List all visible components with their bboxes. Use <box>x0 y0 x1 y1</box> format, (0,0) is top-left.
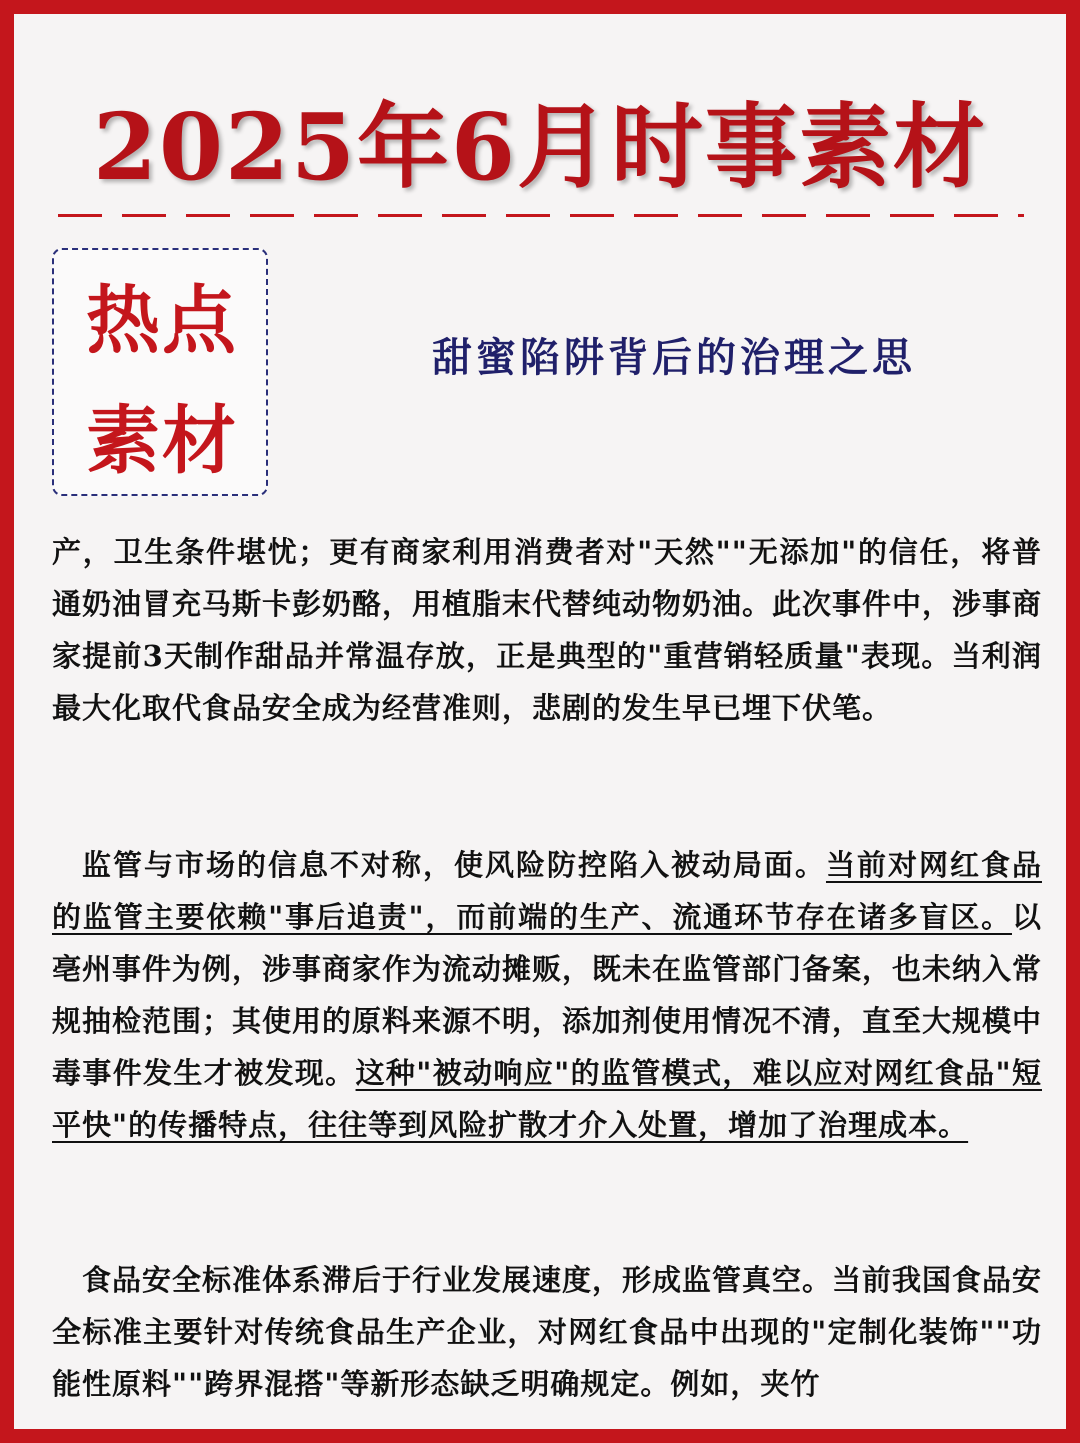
page-title: 2025年6月时事素材 <box>92 93 988 201</box>
paragraph-2-intro: 监管与市场的信息不对称，使风险防控陷入被动局面。 <box>82 848 826 882</box>
paragraph-2 <box>52 839 1042 1151</box>
badge-line-1: 热点 <box>86 278 238 364</box>
paragraph-2-example: 以亳州事件为例，涉事商家作为流动摊贩，既未在监管部门备案，也未纳入常规抽检范围；其使用的原料来源不明，添加剂使用情况不清，直至大规模中毒事件发生才被发现。 <box>52 900 1043 1090</box>
paragraph-3: 食品安全标准体系滞后于行业发展速度，形成监管真空。当前我国食品安全标准主要针对传统食品生产企业，对网红食品中出现的"定制化装饰""功能性原料""跨界混搭"等新形态缺乏明确规定。例如，夹竹 <box>52 1263 1043 1401</box>
topic-subtitle: 甜蜜陷阱背后的治理之思 <box>432 334 916 381</box>
paragraph-2-underlined-2: 这种"被动响应"的监管模式，难以应对网红食品"短平快"的传播特点，往往等到风险扩散才介入处置，增加了治理成本。 <box>52 1056 1042 1142</box>
hot-topic-badge <box>52 248 268 496</box>
badge-line-2: 素材 <box>86 398 238 484</box>
page <box>14 14 1066 1429</box>
paragraph-2-underlined-1: 当前对网红食品的监管主要依赖"事后追责"，而前端的生产、流通环节存在诸多盲区。 <box>52 848 1042 934</box>
title-divider <box>58 214 1024 217</box>
paragraph-1: 产，卫生条件堪忧；更有商家利用消费者对"天然""无添加"的信任，将普通奶油冒充马斯卡彭奶酪，用植脂末代替纯动物奶油。此次事件中，涉事商家提前3天制作甜品并常温存放，正是典型的"重营销轻质量"表现。当利润最大化取代食品安全成为经营准则，悲剧的发生早已埋下伏笔。 <box>52 535 1043 725</box>
